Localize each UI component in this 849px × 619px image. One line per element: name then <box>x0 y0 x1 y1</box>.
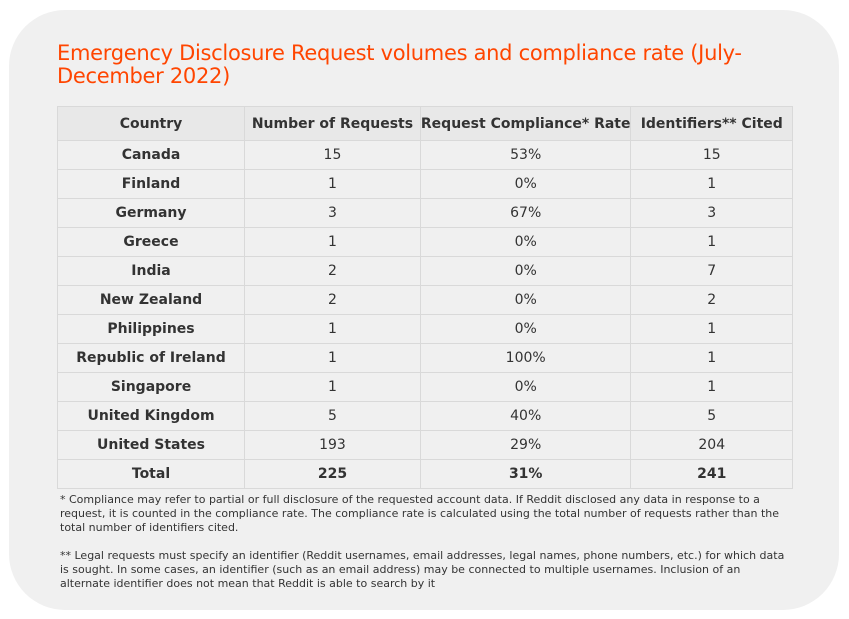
footnote-identifiers: ** Legal requests must specify an identifier (Reddit usernames, email addresses, legal names, phone numbers, etc.) for which data is sought. In some cases, an identifier (such as an email address) may be connected to multiple usernames. Inclusion of an alternate identifier does not mean that Reddit is able to search by it <box>60 549 785 590</box>
compliance-rate-cell: 0% <box>420 257 631 286</box>
compliance-rate-cell: 53% <box>420 141 631 170</box>
compliance-rate-cell: 0% <box>420 228 631 257</box>
requests-cell: 193 <box>245 431 421 460</box>
table-row <box>58 286 793 315</box>
table-row <box>58 199 793 228</box>
requests-cell: 1 <box>245 315 421 344</box>
country-cell: New Zealand <box>58 286 245 315</box>
identifiers-cell: 1 <box>631 170 793 199</box>
identifiers-cell: 3 <box>631 199 793 228</box>
country-cell: Philippines <box>58 315 245 344</box>
country-cell: Canada <box>58 141 245 170</box>
header-country: Country <box>58 107 245 141</box>
identifiers-cell: 1 <box>631 344 793 373</box>
total-identifiers: 241 <box>631 460 793 489</box>
country-cell: Greece <box>58 228 245 257</box>
total-requests: 225 <box>245 460 421 489</box>
requests-cell: 1 <box>245 228 421 257</box>
header-row <box>58 107 793 141</box>
table-row <box>58 344 793 373</box>
compliance-rate-cell: 0% <box>420 315 631 344</box>
table-row <box>58 228 793 257</box>
header-identifiers-cited: Identifiers** Cited <box>631 107 793 141</box>
compliance-rate-cell: 0% <box>420 373 631 402</box>
identifiers-cell: 5 <box>631 402 793 431</box>
table-row <box>58 141 793 170</box>
compliance-rate-cell: 0% <box>420 170 631 199</box>
requests-cell: 1 <box>245 373 421 402</box>
country-cell: Finland <box>58 170 245 199</box>
country-cell: United Kingdom <box>58 402 245 431</box>
compliance-rate-cell: 0% <box>420 286 631 315</box>
compliance-rate-cell: 100% <box>420 344 631 373</box>
country-cell: United States <box>58 431 245 460</box>
header-compliance-rate: Request Compliance* Rate <box>420 107 631 141</box>
requests-cell: 2 <box>245 257 421 286</box>
table-row <box>58 402 793 431</box>
table-row <box>58 257 793 286</box>
identifiers-cell: 204 <box>631 431 793 460</box>
requests-cell: 5 <box>245 402 421 431</box>
requests-cell: 1 <box>245 170 421 199</box>
table-body <box>58 141 793 489</box>
requests-cell: 15 <box>245 141 421 170</box>
identifiers-cell: 15 <box>631 141 793 170</box>
country-cell: Germany <box>58 199 245 228</box>
identifiers-cell: 1 <box>631 373 793 402</box>
requests-cell: 3 <box>245 199 421 228</box>
total-compliance-rate: 31% <box>420 460 631 489</box>
country-cell: India <box>58 257 245 286</box>
identifiers-cell: 2 <box>631 286 793 315</box>
total-row <box>58 460 793 489</box>
total-label: Total <box>58 460 245 489</box>
page-title: Emergency Disclosure Request volumes and compliance rate (July-December 2022) <box>57 41 742 88</box>
identifiers-cell: 1 <box>631 315 793 344</box>
table-row <box>58 431 793 460</box>
compliance-rate-cell: 40% <box>420 402 631 431</box>
requests-cell: 1 <box>245 344 421 373</box>
compliance-rate-cell: 67% <box>420 199 631 228</box>
header-number-of-requests: Number of Requests <box>245 107 421 141</box>
compliance-rate-cell: 29% <box>420 431 631 460</box>
country-cell: Singapore <box>58 373 245 402</box>
country-cell: Republic of Ireland <box>58 344 245 373</box>
footnotes <box>60 493 790 605</box>
table-row <box>58 170 793 199</box>
identifiers-cell: 7 <box>631 257 793 286</box>
identifiers-cell: 1 <box>631 228 793 257</box>
footnote-compliance: * Compliance may refer to partial or full disclosure of the requested account data. If Reddit disclosed any data in response to a request, it is counted in the compliance rate. The compliance rate is calculated using the total number of requests rather than the total number of identifiers cited. <box>60 493 780 534</box>
table-header <box>58 107 793 141</box>
requests-cell: 2 <box>245 286 421 315</box>
table-row <box>58 315 793 344</box>
request-table <box>57 106 793 489</box>
table-row <box>58 373 793 402</box>
